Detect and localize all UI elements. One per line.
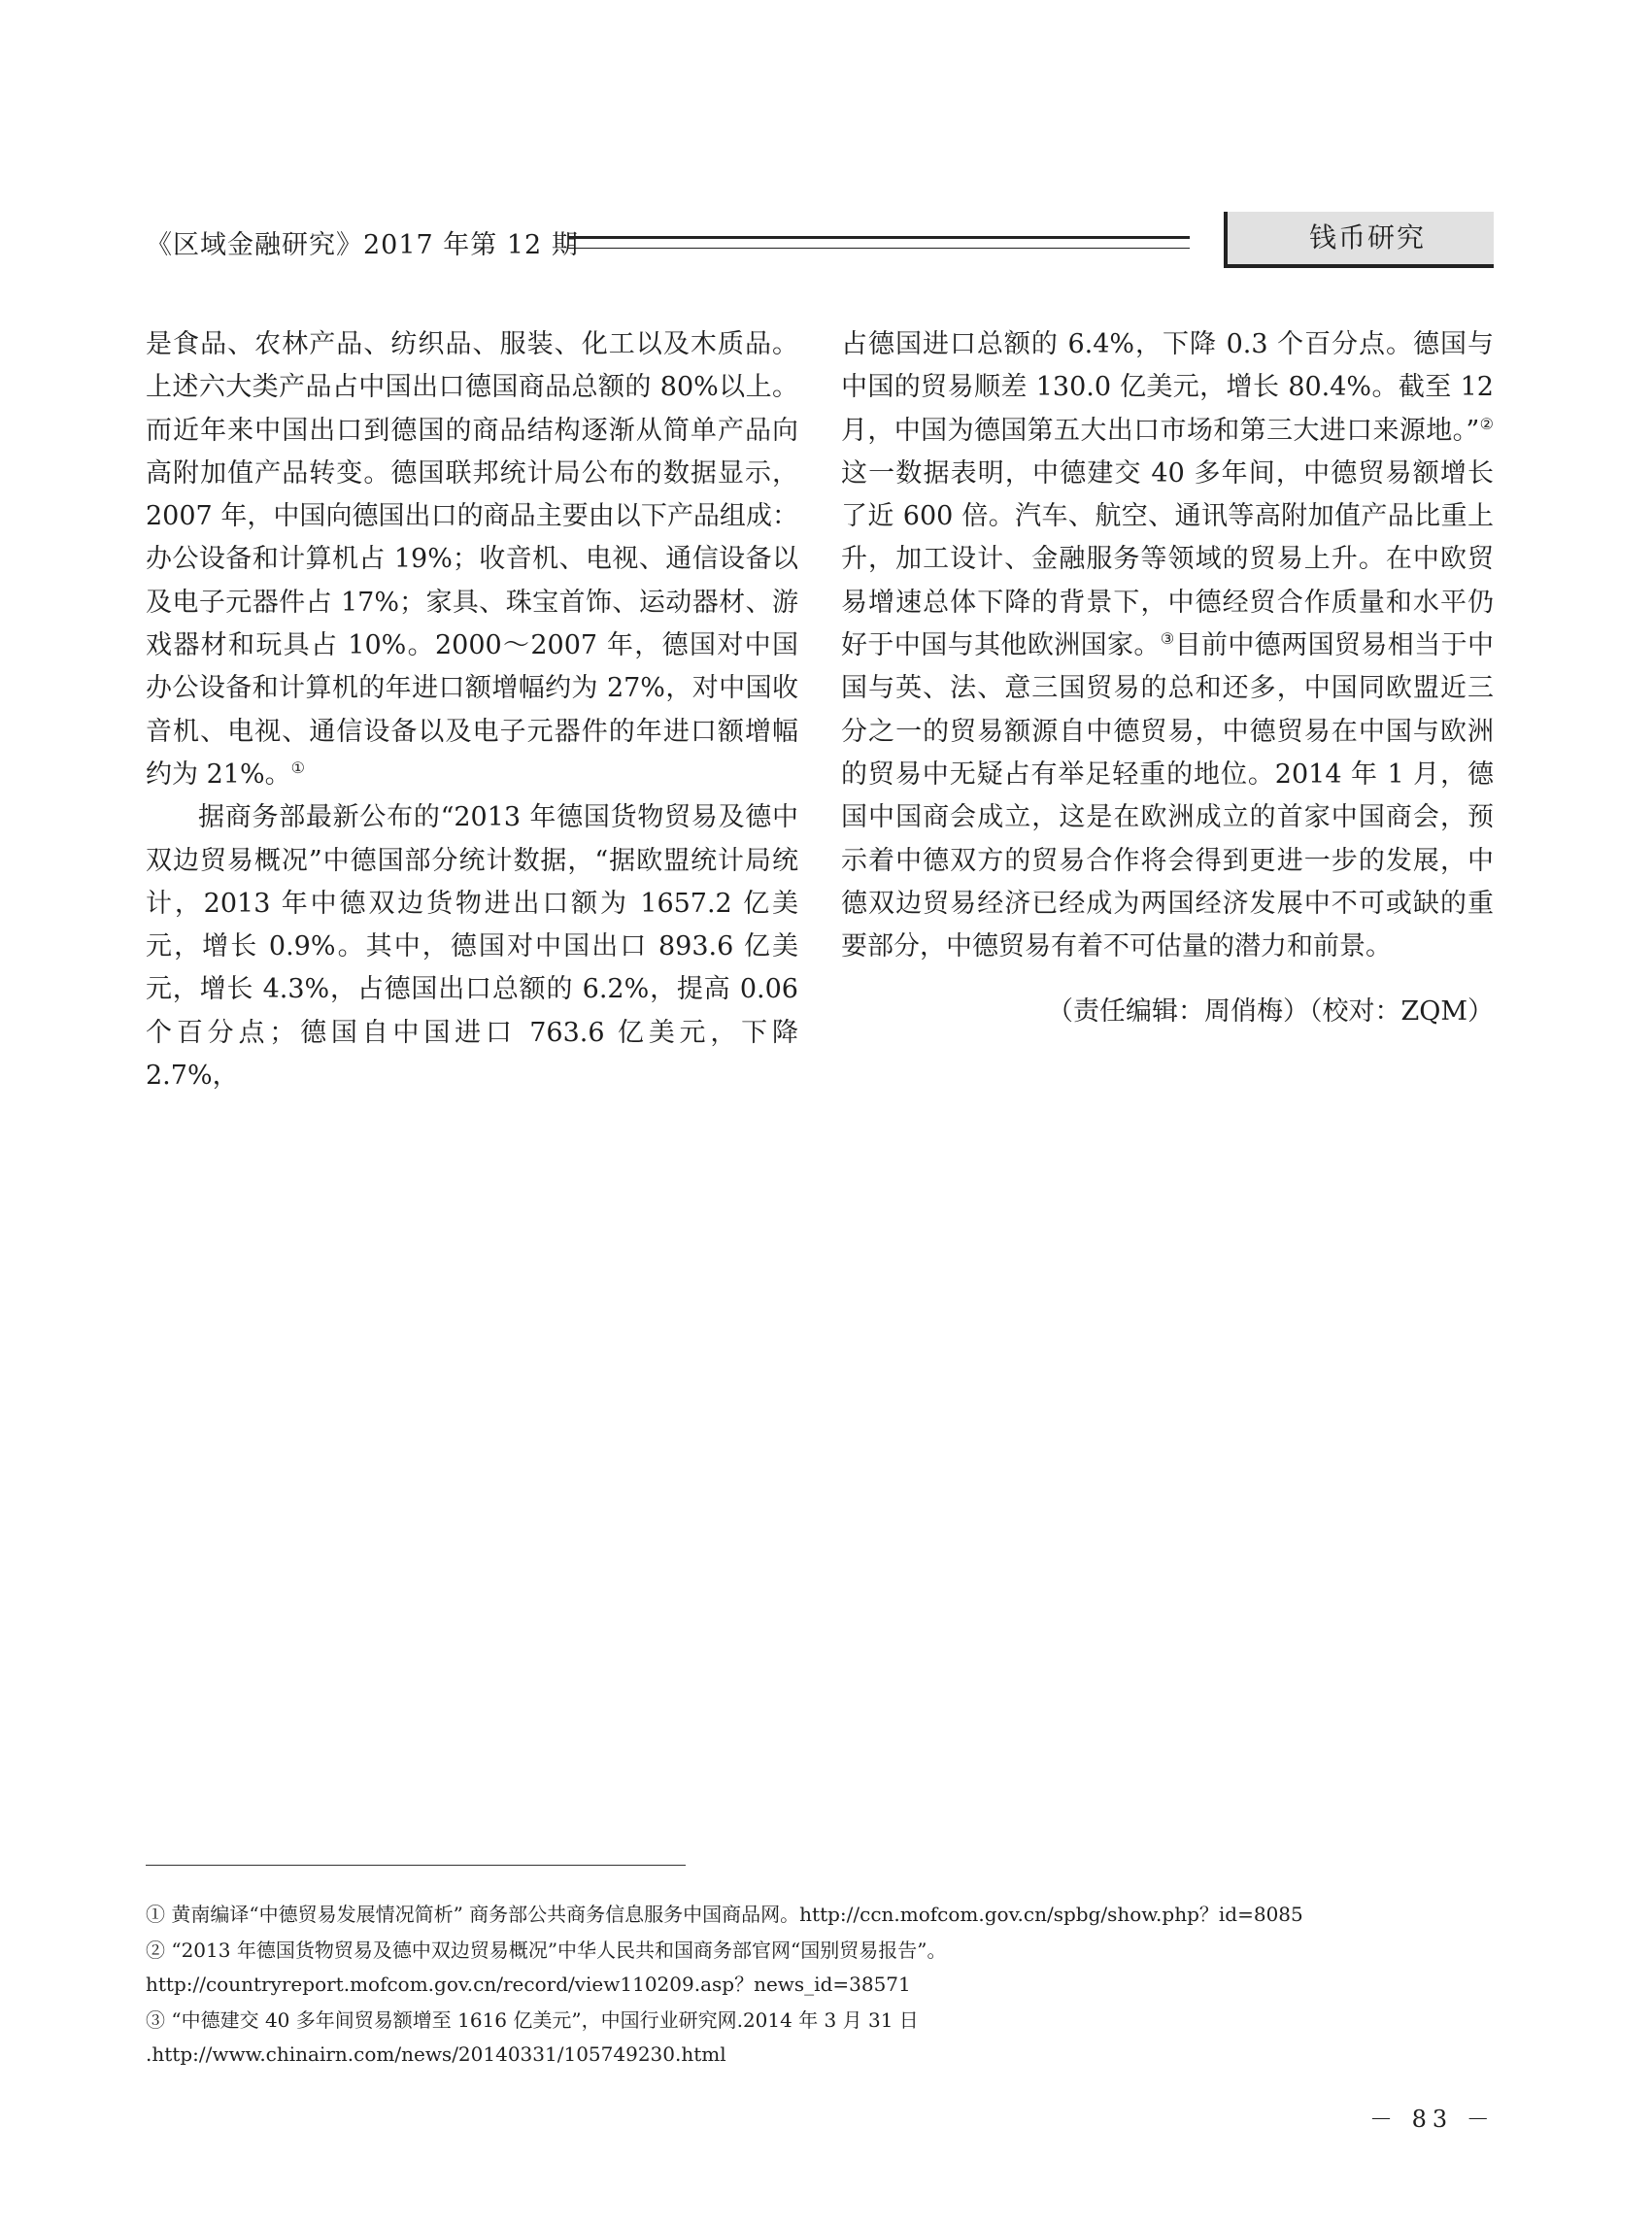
left-column — [146, 323, 798, 1097]
footnotes — [146, 1898, 1496, 2074]
paragraph-text: 这一数据表明，中德建交 40 多年间，中德贸易额增长了近 600 倍。汽车、航空、通讯等高附加值产品比重上升，加工设计、金融服务等领域的贸易上升。在中欧贸易增速总体下降的背景下，中德经贸合作质量和水平仍好于中国与其他欧洲国家。 — [841, 457, 1494, 661]
footnote: ③ “中德建交 40 多年间贸易额增至 1616 亿美元”，中国行业研究网.2014 年 3 月 31 日 .http://www.chinairn.com/news/20140331/105749230.html — [146, 2008, 919, 2066]
footnote-rule — [146, 1865, 686, 1866]
footnote-mark: ② — [1479, 414, 1494, 433]
page-number: － 83 － — [1369, 2106, 1496, 2133]
footnote-mark: ③ — [1160, 629, 1175, 649]
footnote: ② “2013 年德国货物贸易及德中双边贸易概况”中华人民共和国商务部官网“国别贸易报告”。http://countryreport.mofcom.gov.cn/record/view110209.asp？news_id=38571 — [146, 1939, 947, 1996]
paragraph-text: 目前中德两国贸易相当于中国与英、法、意三国贸易的总和还多，中国同欧盟近三分之一的贸易额源自中德贸易，中德贸易在中国与欧洲的贸易中无疑占有举足轻重的地位。2014 年 1 月，德国中国商会成立，这是在欧洲成立的首家中国商会，预示着中德双方的贸易合作将会得到更进一步的发展，中德双边贸易经济已经成为两国经济发展中不可或缺的重要部分，中德贸易有着不可估量的潜力和前景。 — [841, 630, 1495, 962]
right-column — [841, 323, 1494, 1034]
section-label: 钱币研究 — [1224, 212, 1494, 268]
paragraph — [841, 323, 1494, 968]
paragraph-text: 占德国进口总额的 6.4%，下降 0.3 个百分点。德国与中国的贸易顺差 130.0 亿美元，增长 80.4%。截至 12 月，中国为德国第五大出口市场和第三大进口来源地。” — [841, 329, 1494, 446]
header-rule — [568, 236, 1190, 249]
journal-header: 《区域金融研究》2017 年第 12 期 — [146, 230, 579, 260]
paragraph-text: 是食品、农林产品、纺织品、服装、化工以及木质品。上述六大类产品占中国出口德国商品总额的 80%以上。而近年来中国出口到德国的商品结构逐渐从简单产品向高附加值产品转变。德国联邦统计局公布的数据显示，2007 年，中国向德国出口的商品主要由以下产品组成：办公设备和计算机占 19%；收音机、电视、通信设备以及电子元器件占 17%；家具、珠宝首饰、运动器材、游戏器材和玩具占 10%。2000～2007 年，德国对中国办公设备和计算机的年进口额增幅约为 27%，对中国收音机、电视、通信设备以及电子元器件的年进口额增幅约为 21%。 — [146, 329, 798, 790]
editor-credit: （责任编辑：周俏梅）（校对：ZQM） — [1046, 996, 1494, 1028]
paragraph: 据商务部最新公布的“2013 年德国货物贸易及德中双边贸易概况”中德国部分统计数据，“据欧盟统计局统计，2013 年中德双边货物进出口额为 1657.2 亿美元，增长 0.9%。其中，德国对中国出口 893.6 亿美元，增长 4.3%，占德国出口总额的 6.2%，提高 0.06 个百分点；德国自中国进口 763.6 亿美元，下降 2.7%， — [146, 802, 798, 1092]
paragraph — [146, 323, 798, 796]
footnote-mark: ① — [290, 758, 305, 777]
footnote: ① 黄南编译“中德贸易发展情况简析” 商务部公共商务信息服务中国商品网。http://ccn.mofcom.gov.cn/spbg/show.php？id=8085 — [146, 1903, 1303, 1926]
